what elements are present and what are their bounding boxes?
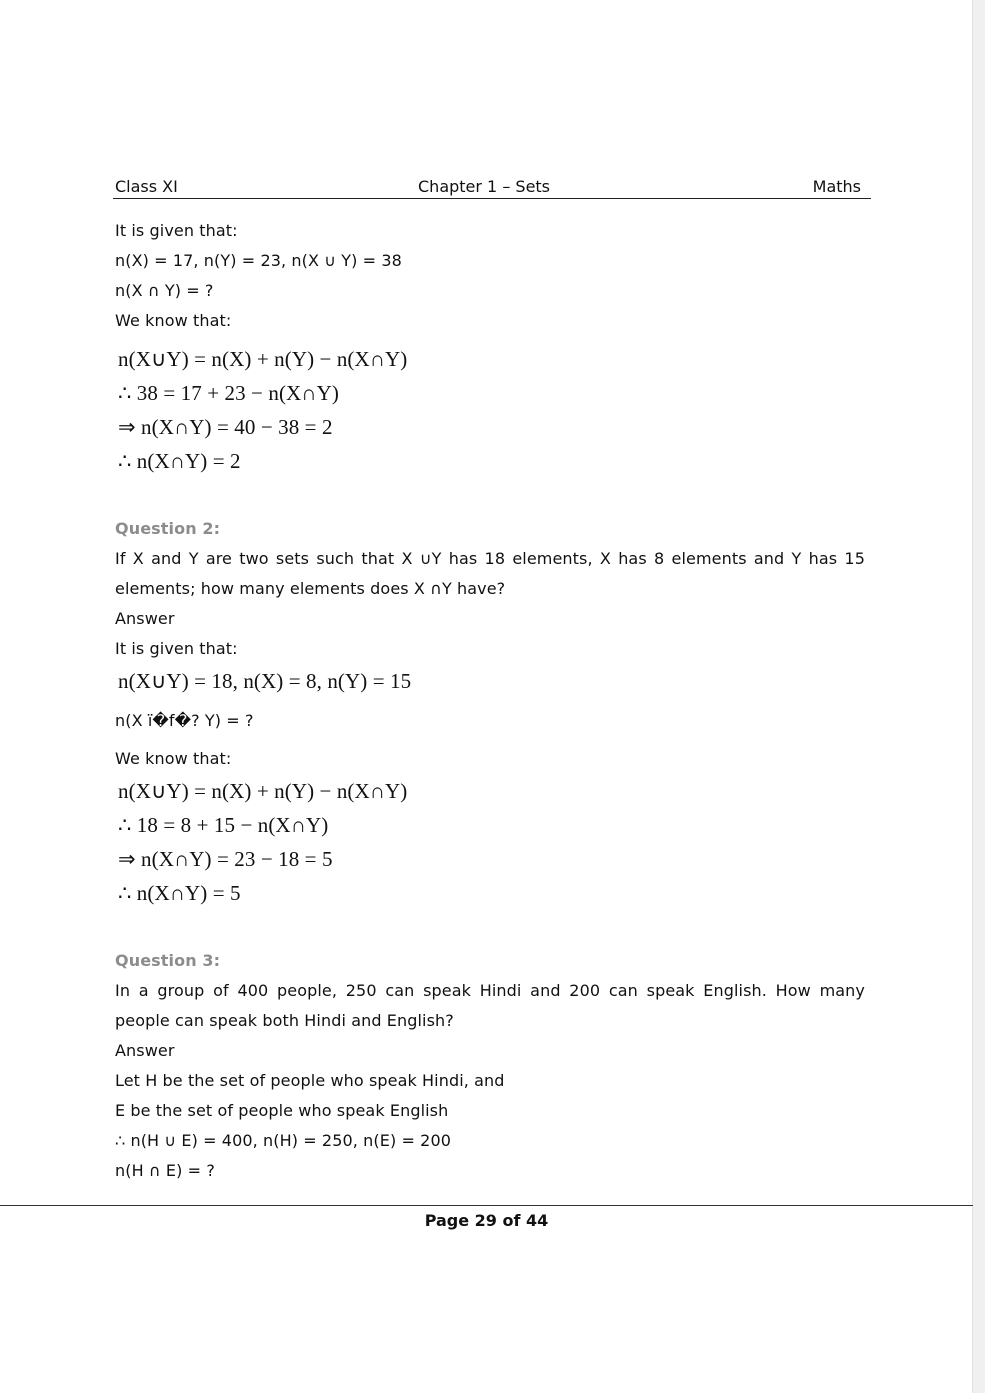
header-class: Class XI	[115, 177, 178, 196]
unknown-statement: n(X ï�f�? Y) = ?	[115, 711, 254, 730]
footer-divider	[0, 1205, 973, 1206]
unknown-statement: n(X ∩ Y) = ?	[115, 281, 214, 300]
known-statement: We know that:	[115, 311, 232, 330]
equation: ∴ n(X∩Y) = 5	[118, 881, 241, 905]
question-3-heading: Question 3:	[115, 951, 221, 970]
page-header	[113, 177, 871, 199]
equation: ∴ 38 = 17 + 23 − n(X∩Y)	[118, 381, 339, 405]
question-2-text: If X and Y are two sets such that X ∪Y has 18 elements, X has 8 elements and Y has 15 elements; how many elements does X ∩Y have?	[115, 549, 865, 598]
page-content	[115, 216, 865, 1186]
equation: ⇒ n(X∩Y) = 40 − 38 = 2	[118, 415, 333, 439]
equation: ⇒ n(X∩Y) = 23 − 18 = 5	[118, 847, 333, 871]
equation: ∴ 18 = 8 + 15 − n(X∩Y)	[118, 813, 329, 837]
question-2-heading: Question 2:	[115, 519, 221, 538]
page-edge-scrollbar	[972, 0, 985, 1393]
definition-line: Let H be the set of people who speak Hindi, and	[115, 1071, 505, 1090]
equation: ∴ n(X∩Y) = 2	[118, 449, 241, 473]
answer-label: Answer	[115, 609, 175, 628]
header-chapter: Chapter 1 – Sets	[418, 177, 551, 196]
known-statement: We know that:	[115, 749, 232, 768]
given-statement: It is given that:	[115, 221, 238, 240]
answer-label: Answer	[115, 1041, 175, 1060]
header-subject: Maths	[812, 177, 861, 196]
page-number: Page 29 of 44	[424, 1211, 549, 1230]
given-values: n(X) = 17, n(Y) = 23, n(X ∪ Y) = 38	[115, 251, 402, 270]
equation: n(X∪Y) = 18, n(X) = 8, n(Y) = 15	[118, 669, 412, 693]
equation: n(X∪Y) = n(X) + n(Y) − n(X∩Y)	[118, 347, 408, 371]
question-3-text: In a group of 400 people, 250 can speak Hindi and 200 can speak English. How many people can speak both Hindi and English?	[115, 981, 865, 1030]
given-values: ∴ n(H ∪ E) = 400, n(H) = 250, n(E) = 200	[115, 1131, 451, 1150]
definition-line: E be the set of people who speak English	[115, 1101, 449, 1120]
unknown-statement: n(H ∩ E) = ?	[115, 1161, 215, 1180]
equation: n(X∪Y) = n(X) + n(Y) − n(X∩Y)	[118, 779, 408, 803]
given-statement: It is given that:	[115, 639, 238, 658]
